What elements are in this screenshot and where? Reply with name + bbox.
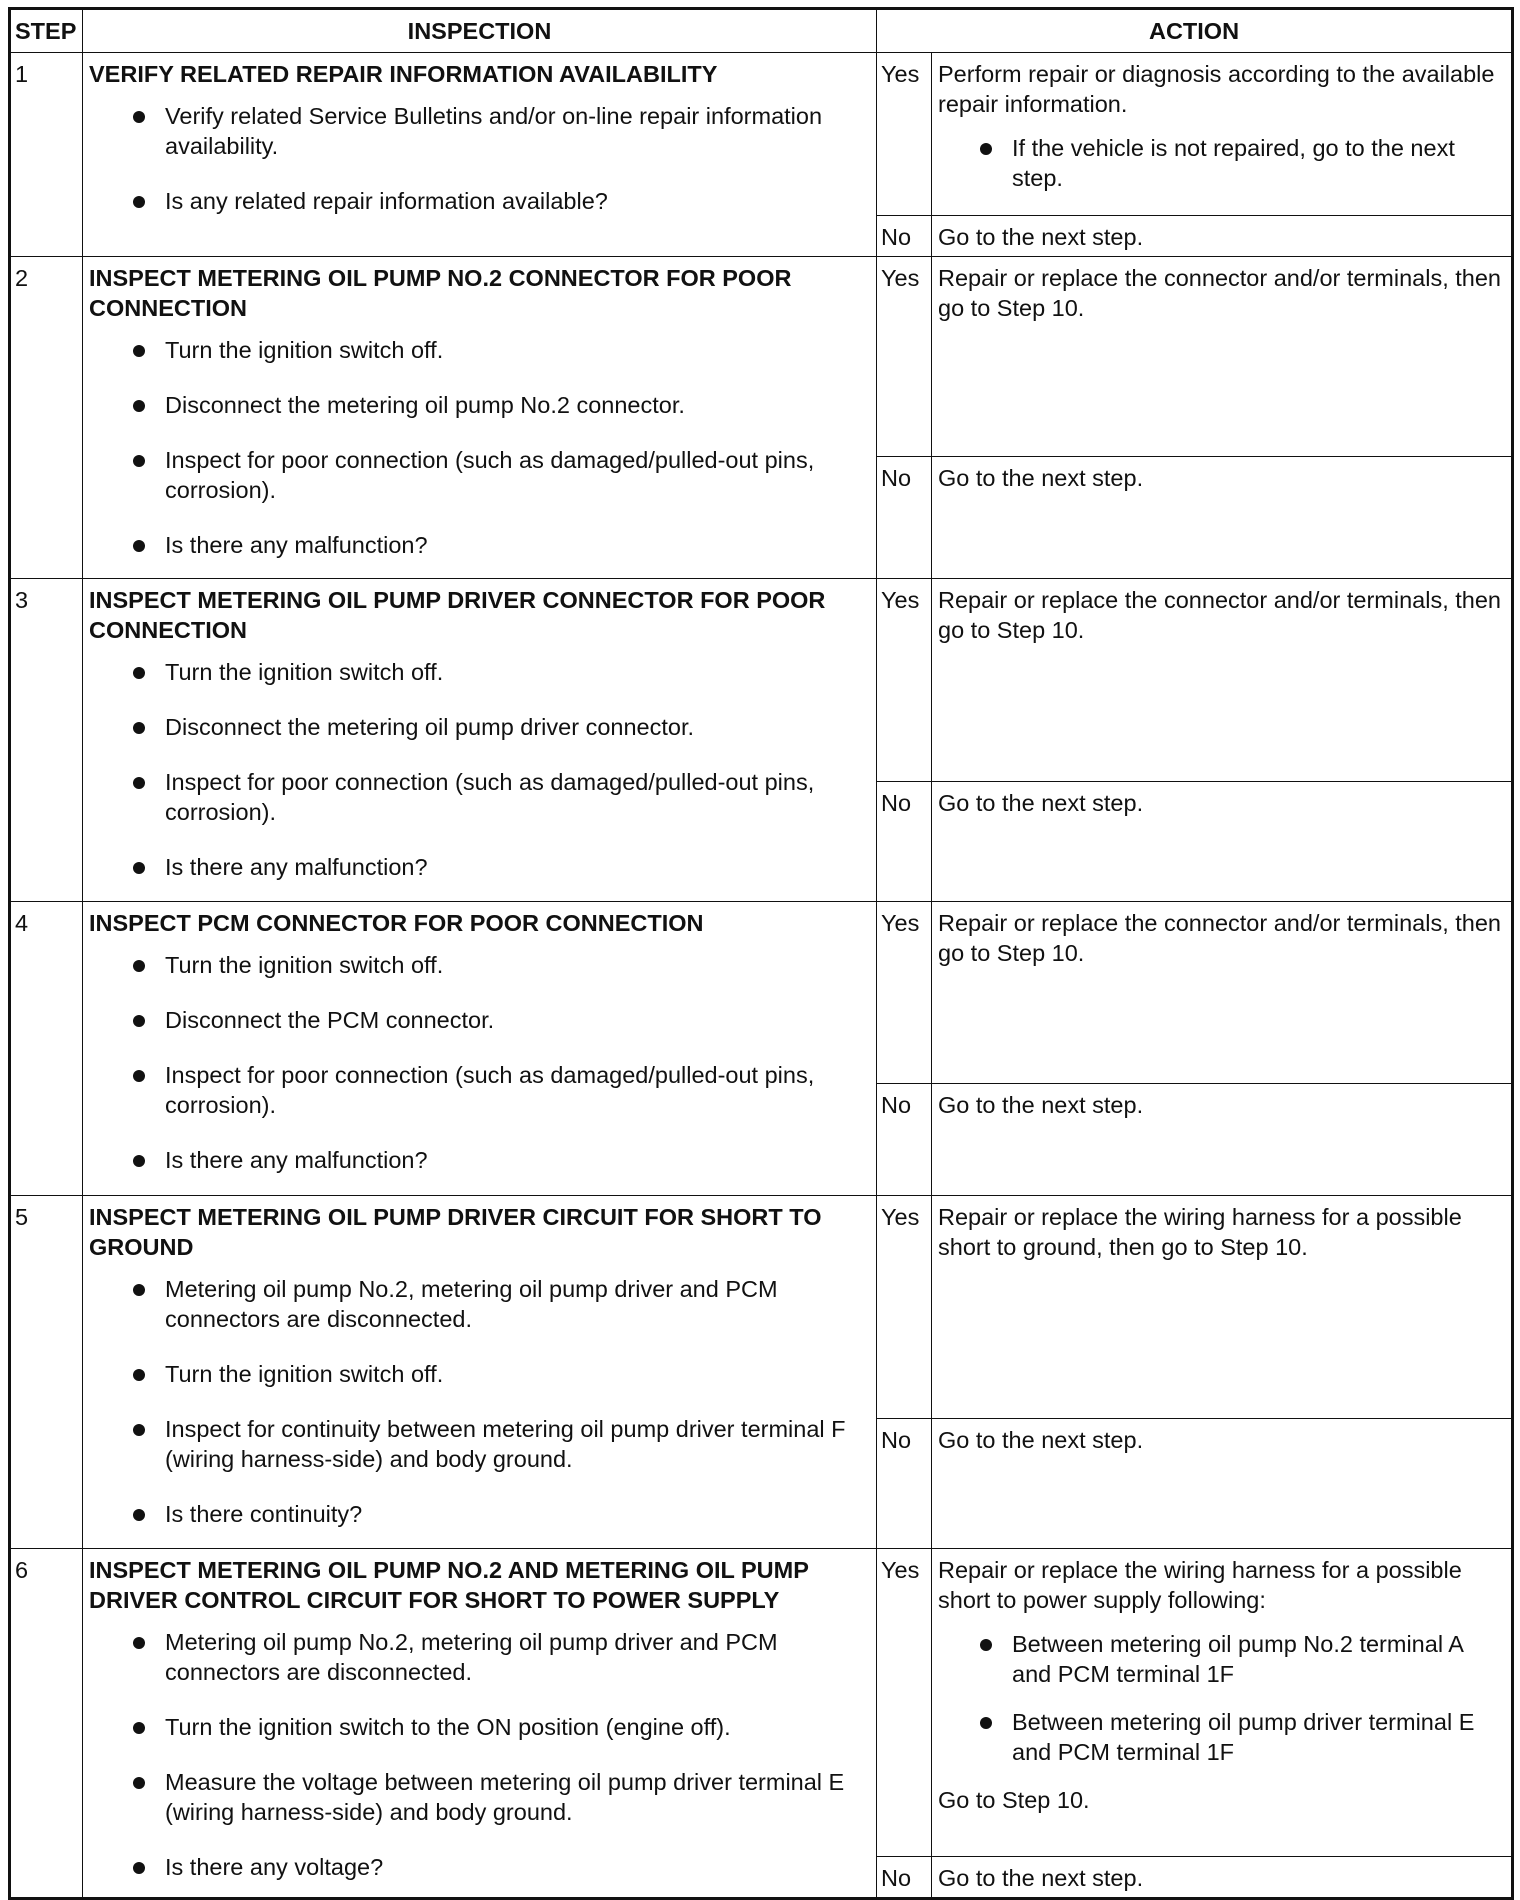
inspection-bullet: Is there any malfunction?	[133, 530, 870, 560]
action-bullet: If the vehicle is not repaired, go to the next step.	[980, 133, 1505, 193]
inspection-cell	[83, 1549, 877, 1899]
inspection-title: INSPECT METERING OIL PUMP NO.2 AND METERING OIL PUMP DRIVER CONTROL CIRCUIT FOR SHORT TO POWER SUPPLY	[89, 1557, 809, 1613]
yes-label: Yes	[877, 1549, 932, 1857]
inspection-title: VERIFY RELATED REPAIR INFORMATION AVAILABILITY	[89, 61, 718, 87]
inspection-bullet: Is there any malfunction?	[133, 1145, 870, 1175]
yes-label: Yes	[877, 1196, 932, 1419]
yes-label: Yes	[877, 257, 932, 457]
inspection-bullet: Disconnect the metering oil pump driver connector.	[133, 712, 870, 742]
inspection-bullet: Turn the ignition switch off.	[133, 950, 870, 980]
table-row	[10, 1196, 1513, 1419]
inspection-bullet: Inspect for poor connection (such as damaged/pulled-out pins, corrosion).	[133, 445, 870, 505]
yes-action-text: Repair or replace the connector and/or terminals, then go to Step 10.	[932, 257, 1513, 457]
inspection-bullet: Disconnect the PCM connector.	[133, 1005, 870, 1035]
inspection-cell	[83, 1196, 877, 1549]
inspection-bullet: Turn the ignition switch off.	[133, 1359, 870, 1389]
yes-label: Yes	[877, 579, 932, 782]
no-label: No	[877, 1084, 932, 1196]
inspection-bullet: Metering oil pump No.2, metering oil pump driver and PCM connectors are disconnected.	[133, 1274, 870, 1334]
yes-action-cell	[932, 1549, 1513, 1857]
inspection-bullet: Verify related Service Bulletins and/or on-line repair information availability.	[133, 101, 870, 161]
step-number: 5	[10, 1196, 83, 1549]
inspection-cell	[83, 902, 877, 1196]
table-row	[10, 902, 1513, 1084]
inspection-bullet: Is there continuity?	[133, 1499, 870, 1529]
no-action-text: Go to the next step.	[932, 457, 1513, 579]
no-label: No	[877, 1857, 932, 1899]
no-action-text: Go to the next step.	[932, 216, 1513, 257]
no-label: No	[877, 457, 932, 579]
yes-action-cell	[932, 53, 1513, 216]
no-action-text: Go to the next step.	[932, 1419, 1513, 1549]
inspection-title: INSPECT METERING OIL PUMP DRIVER CONNECTOR FOR POOR CONNECTION	[89, 587, 826, 643]
inspection-cell	[83, 579, 877, 902]
header-row	[10, 9, 1513, 53]
inspection-bullet: Is there any voltage?	[133, 1852, 870, 1882]
yes-label: Yes	[877, 53, 932, 216]
inspection-bullet: Turn the ignition switch off.	[133, 657, 870, 687]
table-row	[10, 579, 1513, 782]
no-action-text: Go to the next step.	[932, 1857, 1513, 1899]
diagnostic-table	[8, 7, 1514, 1900]
no-action-text: Go to the next step.	[932, 1084, 1513, 1196]
inspection-bullet: Disconnect the metering oil pump No.2 connector.	[133, 390, 870, 420]
yes-action-text: Repair or replace the wiring harness for a possible short to power supply following:	[938, 1557, 1462, 1613]
inspection-bullet: Turn the ignition switch to the ON position (engine off).	[133, 1712, 870, 1742]
yes-action-text: Perform repair or diagnosis according to the available repair information.	[938, 61, 1495, 117]
action-bullet: Between metering oil pump driver terminal E and PCM terminal 1F	[980, 1707, 1505, 1767]
yes-action-text: Repair or replace the connector and/or terminals, then go to Step 10.	[932, 579, 1513, 782]
inspection-cell	[83, 53, 877, 257]
yes-action-tail: Go to Step 10.	[938, 1787, 1090, 1813]
step-number: 6	[10, 1549, 83, 1899]
step-number: 1	[10, 53, 83, 257]
inspection-bullet: Measure the voltage between metering oil pump driver terminal E (wiring harness-side) and body ground.	[133, 1767, 870, 1827]
yes-label: Yes	[877, 902, 932, 1084]
step-number: 3	[10, 579, 83, 902]
header-inspection: INSPECTION	[83, 9, 877, 53]
inspection-title: INSPECT PCM CONNECTOR FOR POOR CONNECTION	[89, 910, 704, 936]
step-number: 4	[10, 902, 83, 1196]
inspection-bullet: Inspect for poor connection (such as damaged/pulled-out pins, corrosion).	[133, 767, 870, 827]
action-bullet: Between metering oil pump No.2 terminal A and PCM terminal 1F	[980, 1629, 1505, 1689]
table-row	[10, 1549, 1513, 1857]
no-action-text: Go to the next step.	[932, 782, 1513, 902]
inspection-title: INSPECT METERING OIL PUMP DRIVER CIRCUIT FOR SHORT TO GROUND	[89, 1204, 822, 1260]
inspection-bullet: Inspect for poor connection (such as damaged/pulled-out pins, corrosion).	[133, 1060, 870, 1120]
inspection-title: INSPECT METERING OIL PUMP NO.2 CONNECTOR FOR POOR CONNECTION	[89, 265, 792, 321]
table-row	[10, 53, 1513, 216]
inspection-bullet: Turn the ignition switch off.	[133, 335, 870, 365]
step-number: 2	[10, 257, 83, 579]
table-row	[10, 257, 1513, 457]
inspection-bullet: Is any related repair information available?	[133, 186, 870, 216]
inspection-bullet: Inspect for continuity between metering oil pump driver terminal F (wiring harness-side) and body ground.	[133, 1414, 870, 1474]
no-label: No	[877, 782, 932, 902]
inspection-bullet: Is there any malfunction?	[133, 852, 870, 882]
no-label: No	[877, 216, 932, 257]
header-action: ACTION	[877, 9, 1513, 53]
yes-action-text: Repair or replace the wiring harness for a possible short to ground, then go to Step 10.	[932, 1196, 1513, 1419]
no-label: No	[877, 1419, 932, 1549]
inspection-cell	[83, 257, 877, 579]
header-step: STEP	[10, 9, 83, 53]
yes-action-text: Repair or replace the connector and/or terminals, then go to Step 10.	[932, 902, 1513, 1084]
inspection-bullet: Metering oil pump No.2, metering oil pump driver and PCM connectors are disconnected.	[133, 1627, 870, 1687]
